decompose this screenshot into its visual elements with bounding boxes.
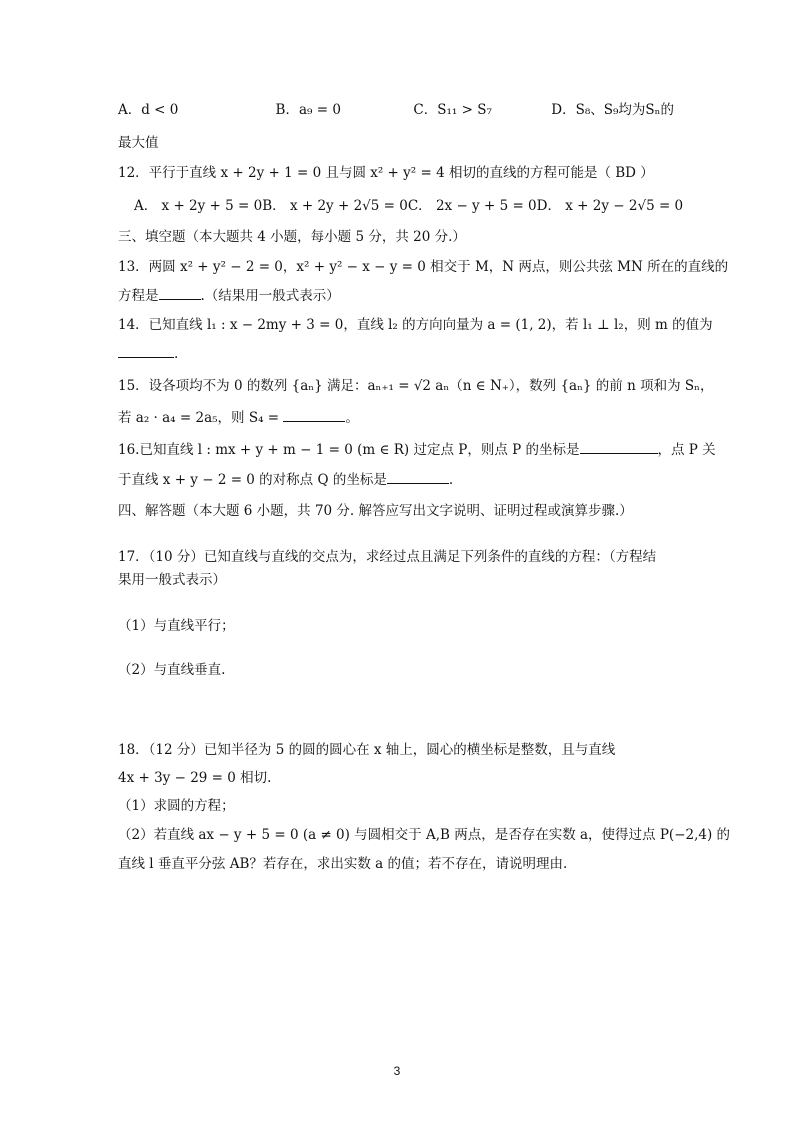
q11-continuation: 最大值 — [118, 135, 159, 151]
q18-part1: （1）求圆的方程； — [118, 798, 235, 814]
q18-line1: 18．（12 分）已知半径为 5 的圆的圆心在 x 轴上，圆心的横坐标是整数，且与直线 — [118, 742, 616, 758]
q13-line2 — [118, 285, 674, 306]
q11-option-c: C．S₁₁ > S₇ — [413, 102, 492, 118]
q14-suffix: . — [174, 346, 179, 362]
q13-line1: 13．两圆 x² + y² − 2 = 0，x² + y² − x − y = 0 相交于 M，N 两点，则公共弦 MN 所在的直线的 — [118, 259, 729, 275]
q13-prefix: 方程是 — [118, 288, 159, 304]
q16-q-blank[interactable] — [387, 469, 449, 484]
q11-option-a: A．d < 0 — [118, 102, 179, 118]
section-4-heading: 四、解答题（本大题 6 小题，共 70 分. 解答应写出文字说明、证明过程或演算步骤.） — [118, 503, 633, 519]
q15-answer-blank[interactable] — [283, 407, 345, 422]
q14-line2 — [118, 343, 674, 364]
q15-prefix: 若 a₂ · a₄ = 2a₅，则 S₄ = — [118, 410, 280, 426]
q17-line1: 17．（10 分）已知直线与直线的交点为，求经过点且满足下列条件的直线的方程：（方程结 — [118, 549, 657, 565]
page-number: 3 — [393, 1064, 401, 1078]
q16-prefix: 16.已知直线 l : mx + y + m − 1 = 0 (m ∈ R) 过定点 P，则点 P 的坐标是 — [118, 442, 580, 458]
q12-option-d: D． x + 2y − 2√5 = 0 — [536, 198, 684, 214]
q17-line2: 果用一般式表示） — [118, 572, 226, 588]
section-3-heading: 三、填空题（本大题共 4 小题，每小题 5 分，共 20 分.） — [118, 229, 466, 245]
q15-suffix: 。 — [345, 410, 359, 426]
q12-options — [134, 196, 684, 216]
q11-option-b: B．a₉ = 0 — [275, 102, 341, 118]
q18-part2-line2: 直线 l 垂直平分弦 AB？若存在，求出实数 a 的值；若不存在，请说明理由. — [118, 856, 568, 872]
q12-option-a: A． x + 2y + 5 = 0 — [134, 198, 263, 214]
q18-part2-line1: （2）若直线 ax − y + 5 = 0 (a ≠ 0) 与圆相交于 A,B 两点，是否存在实数 a，使得过点 P(−2,4) 的 — [118, 827, 731, 843]
q11-option-d: D．S₈、S₉均为Sₙ的 — [551, 102, 674, 118]
q13-suffix: .（结果用一般式表示） — [200, 288, 340, 304]
q16-line1 — [118, 439, 716, 460]
q15-line1: 15．设各项均不为 0 的数列 {aₙ} 满足：aₙ₊₁ = √2 aₙ（n ∈ N₊），数列 {aₙ} 的前 n 项和为 Sₙ， — [118, 378, 714, 394]
q12-option-c: C． 2x − y + 5 = 0 — [407, 198, 537, 214]
q16-line2-prefix: 于直线 x + y − 2 = 0 的对称点 Q 的坐标是 — [118, 472, 387, 488]
q13-answer-blank[interactable] — [159, 285, 201, 300]
q11-options — [118, 100, 674, 120]
q12-stem: 12．平行于直线 x + 2y + 1 = 0 且与圆 x² + y² = 4 相切的直线的方程可能是（ BD ） — [118, 165, 654, 181]
q14-answer-blank[interactable] — [118, 343, 174, 358]
q16-p-blank[interactable] — [580, 439, 658, 454]
q15-line2 — [118, 407, 674, 428]
q17-part2: （2）与直线垂直. — [118, 662, 226, 678]
q14-line1: 14．已知直线 l₁ : x − 2my + 3 = 0，直线 l₂ 的方向向量为 a = (1, 2)，若 l₁ ⊥ l₂，则 m 的值为 — [118, 317, 713, 333]
q16-line2 — [118, 469, 674, 490]
q16-suffix: . — [448, 472, 454, 488]
q18-line2: 4x + 3y − 29 = 0 相切. — [118, 770, 272, 786]
q17-part1: （1）与直线平行； — [118, 618, 235, 634]
q12-option-b: B． x + 2y + 2√5 = 0 — [262, 198, 408, 214]
q16-mid: ，点 P 关 — [657, 442, 716, 458]
